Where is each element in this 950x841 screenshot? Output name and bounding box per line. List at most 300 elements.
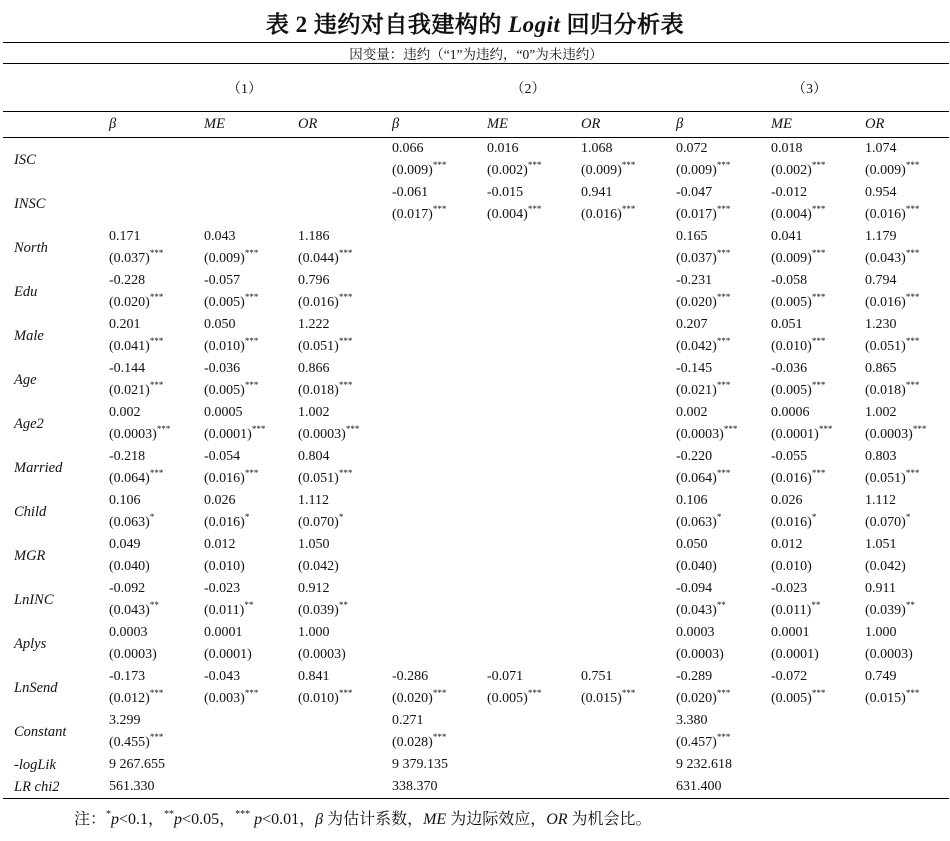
table-cell [575,534,670,578]
standard-error: (0.012)*** [109,688,164,706]
table-cell [859,182,949,226]
coefficient-value [865,710,949,732]
table-cell [386,270,481,314]
table-cell [575,666,670,710]
standard-error: (0.015)*** [581,688,636,706]
coefficient-value: -0.289 [676,669,713,684]
table-cell [103,358,198,402]
table-cell [198,270,292,314]
coefficient-value: 1.112 [298,493,329,508]
title-prefix: 表 2 违约对自我建构的 [265,12,509,37]
table-cell [198,710,292,754]
table-cell [575,710,670,754]
standard-error: (0.042) [865,559,906,574]
coefficient-value: 1.112 [865,493,896,508]
significance-stars: *** [149,468,164,478]
variable-name: LnINC [14,591,54,608]
standard-error: (0.005)*** [771,380,826,398]
coefficient-value [392,490,481,512]
table-cell [103,138,198,183]
standard-error: (0.0003) [109,647,157,662]
coefficient-value [392,314,481,336]
coefficient-value: -0.173 [109,669,146,684]
coefficient-value: 0.0001 [204,625,243,640]
variable-name: LnSend [14,679,58,696]
standard-error: (0.016)* [204,512,250,530]
table-cell [670,534,765,578]
table-cell [292,270,386,314]
coefficient-value [487,490,575,512]
coefficient-value [487,622,575,644]
standard-error: (0.016)*** [581,204,636,222]
table-cell [765,314,859,358]
table-cell [575,138,670,183]
coefficient-value: 0.106 [109,493,141,508]
variable-name: Constant [14,723,67,740]
fit-statistic-value: 631.400 [670,776,949,799]
standard-error [487,556,575,578]
table-row [3,270,949,314]
standard-error [581,556,670,578]
standard-error [487,292,575,314]
table-cell [103,666,198,710]
variable-name: Married [14,459,63,476]
significance-stars: *** [811,292,826,302]
standard-error [392,380,481,402]
significance-stars: *** [811,248,826,258]
fit-statistic-name: -logLik [14,756,56,773]
table-cell [859,138,949,183]
table-cell [481,270,575,314]
dependent-variable-label: 因变量：违约（“1”为违约，“0”为未违约） [3,43,949,64]
table-cell [859,666,949,710]
table-cell [765,490,859,534]
significance-stars: * [905,512,911,522]
standard-error [487,600,575,622]
table-cell [575,402,670,446]
table-row [3,490,949,534]
table-cell [670,446,765,490]
standard-error: (0.005)*** [204,380,259,398]
table-cell [103,490,198,534]
standard-error: (0.039)** [865,600,915,618]
table-cell [765,622,859,666]
variable-name: Edu [14,283,38,300]
standard-error: (0.010)*** [298,688,353,706]
coefficient-value: 1.050 [298,537,330,552]
table-cell [859,402,949,446]
table-row [3,666,949,710]
coefficient-value: -0.055 [771,449,808,464]
significance-stars: * [716,512,722,522]
coefficient-value: 0.066 [392,141,424,156]
table-cell [292,138,386,183]
fit-statistic-value: 9 232.618 [676,757,732,772]
coefficient-value: 1.179 [865,229,897,244]
significance-stars: *** [338,248,353,258]
note-star-2: ** [164,809,175,820]
standard-error [581,380,670,402]
table-cell [765,358,859,402]
significance-stars: *** [251,424,266,434]
table-cell [198,226,292,270]
coefficient-value: 0.171 [109,229,141,244]
table-cell [103,314,198,358]
coefficient-value: 0.749 [865,669,897,684]
standard-error: (0.005)*** [204,292,259,310]
standard-error: (0.003)*** [204,688,259,706]
table-cell [292,226,386,270]
model-header-blank [3,64,103,112]
coefficient-value: 3.380 [676,713,708,728]
note-threshold-3: <0.01， [262,811,316,828]
coefficient-value: 1.230 [865,317,897,332]
coefficient-value: -0.231 [676,273,713,288]
table-cell [103,622,198,666]
stat-header-me: ME [198,112,292,138]
table-cell [859,534,949,578]
coefficient-value [581,534,670,556]
standard-error: (0.009)*** [865,160,920,178]
coefficient-value: 0.051 [771,317,803,332]
table-cell [481,226,575,270]
table-row [3,226,949,270]
table-cell [481,578,575,622]
table-row [3,710,949,754]
standard-error [204,204,292,226]
significance-stars: *** [716,204,731,214]
significance-stars: *** [716,160,731,170]
standard-error: (0.064)*** [109,468,164,486]
table-cell [292,446,386,490]
standard-error [109,160,198,182]
standard-error [487,380,575,402]
significance-stars: *** [905,204,920,214]
significance-stars: *** [716,468,731,478]
note-p-3: p [250,811,263,828]
coefficient-value: 1.002 [298,405,330,420]
table-cell [198,666,292,710]
table-cell [575,622,670,666]
stat-header-or: OR [575,112,670,138]
significance-stars: ** [716,600,726,610]
table-row [3,578,949,622]
table-cell [859,270,949,314]
coefficient-value [581,578,670,600]
coefficient-value [392,446,481,468]
table-cell [386,534,481,578]
standard-error: (0.002)*** [771,160,826,178]
standard-error: (0.0003) [865,647,913,662]
table-cell [859,622,949,666]
stat-header-beta: β [103,112,198,138]
table-cell [765,534,859,578]
table-cell [386,578,481,622]
standard-error: (0.010) [204,559,245,574]
standard-error: (0.039)** [298,600,348,618]
variable-name: ISC [14,151,36,168]
significance-stars: * [338,512,344,522]
standard-error: (0.011)** [771,600,821,618]
coefficient-value: 0.106 [676,493,708,508]
significance-stars: *** [716,248,731,258]
table-cell [386,710,481,754]
coefficient-value: -0.061 [392,185,429,200]
significance-stars: *** [811,688,826,698]
coefficient-value [487,534,575,556]
significance-stars: *** [432,732,447,742]
significance-stars: *** [905,160,920,170]
note-or-desc: 为机会比。 [567,811,652,828]
significance-stars: *** [338,688,353,698]
coefficient-value: 1.002 [865,405,897,420]
coefficient-value: 0.041 [771,229,803,244]
coefficient-value: 0.941 [581,185,613,200]
note-star-1: * [106,809,112,820]
significance-stars: *** [811,336,826,346]
standard-error [392,336,481,358]
coefficient-value [487,226,575,248]
table-cell [386,226,481,270]
standard-error: (0.018)*** [865,380,920,398]
coefficient-value [487,358,575,380]
table-cell [575,270,670,314]
table-cell [481,358,575,402]
coefficient-value: 0.072 [676,141,708,156]
coefficient-value: -0.012 [771,185,808,200]
table-cell [292,666,386,710]
standard-error: (0.0001) [204,647,252,662]
coefficient-value: 1.068 [581,141,613,156]
significance-stars: *** [338,468,353,478]
standard-error: (0.016)*** [865,292,920,310]
significance-stars: ** [149,600,159,610]
stat-header-or: OR [292,112,386,138]
table-cell [292,314,386,358]
table-cell [765,446,859,490]
table-cell [575,314,670,358]
standard-error [392,292,481,314]
table-cell [575,358,670,402]
standard-error: (0.042)*** [676,336,731,354]
coefficient-value: 0.026 [771,493,803,508]
standard-error: (0.043)** [109,600,159,618]
significance-stars: *** [716,732,731,742]
table-cell [859,446,949,490]
stat-header-beta: β [386,112,481,138]
coefficient-value [109,182,198,204]
table-cell [765,402,859,446]
table-cell [198,314,292,358]
note-p-2: p [174,811,183,828]
table-cell [292,402,386,446]
standard-error: (0.040) [676,559,717,574]
table-cell [670,402,765,446]
note-me: ME [423,811,447,828]
table-cell [765,666,859,710]
coefficient-value [581,226,670,248]
coefficient-value: 0.796 [298,273,330,288]
standard-error: (0.040) [109,559,150,574]
significance-stars: *** [149,688,164,698]
significance-stars: *** [149,732,164,742]
significance-stars: *** [338,292,353,302]
significance-stars: *** [149,380,164,390]
standard-error: (0.037)*** [676,248,731,266]
significance-stars: *** [432,160,447,170]
standard-error: (0.009)*** [392,160,447,178]
table-cell [103,534,198,578]
table-cell [670,358,765,402]
standard-error: (0.0003) [298,647,346,662]
coefficient-value [392,622,481,644]
standard-error [392,556,481,578]
standard-error: (0.051)*** [298,336,353,354]
coefficient-value: 1.186 [298,229,330,244]
significance-stars: *** [338,336,353,346]
standard-error: (0.016)*** [204,468,259,486]
coefficient-value: 1.000 [298,625,330,640]
coefficient-value: 0.201 [109,317,141,332]
coefficient-value: -0.071 [487,669,524,684]
standard-error: (0.010) [771,559,812,574]
fit-row [3,776,949,799]
significance-stars: *** [527,160,542,170]
standard-error [487,468,575,490]
standard-error: (0.020)*** [392,688,447,706]
table-cell [103,270,198,314]
standard-error: (0.004)*** [487,204,542,222]
significance-stars: *** [818,424,833,434]
standard-error [392,424,481,446]
coefficient-value [581,270,670,292]
coefficient-value: 0.049 [109,537,141,552]
stat-header-or: OR [859,112,949,138]
table-cell [859,578,949,622]
table-cell [575,226,670,270]
table-cell [575,578,670,622]
significance-stars: * [811,512,817,522]
fit-statistic-value: 9 267.655 [109,757,165,772]
coefficient-value [487,402,575,424]
significance-stars: *** [149,292,164,302]
fit-row [3,754,949,776]
coefficient-value: 3.299 [109,713,141,728]
model-3-header: （3） [792,81,828,97]
table-row [3,314,949,358]
stat-header-blank [3,112,103,138]
standard-error: (0.020)*** [109,292,164,310]
table-cell [481,446,575,490]
note-me-desc: 为边际效应， [446,811,547,828]
table-cell [103,182,198,226]
standard-error [298,160,386,182]
variable-name: Aplys [14,635,47,652]
table-cell [670,226,765,270]
standard-error: (0.0003)*** [676,424,738,442]
significance-stars: *** [723,424,738,434]
significance-stars: *** [905,468,920,478]
note-lead: 注： [74,811,107,828]
table-cell [386,182,481,226]
standard-error: (0.043)*** [865,248,920,266]
coefficient-value: 0.012 [204,537,236,552]
standard-error: (0.021)*** [109,380,164,398]
regression-table [3,42,949,799]
standard-error [581,468,670,490]
significance-stars: *** [345,424,360,434]
table-cell [292,490,386,534]
significance-stars: *** [244,336,259,346]
standard-error [771,732,859,754]
coefficient-value: -0.220 [676,449,713,464]
table-cell [198,402,292,446]
fit-statistic-name: LR chi2 [3,776,103,799]
coefficient-value: 0.0003 [676,625,715,640]
standard-error: (0.009)*** [581,160,636,178]
table-cell [198,138,292,183]
standard-error: (0.009)*** [676,160,731,178]
standard-error: (0.009)*** [204,248,259,266]
standard-error [581,248,670,270]
coefficient-value: -0.072 [771,669,808,684]
standard-error [487,424,575,446]
table-cell [481,534,575,578]
significance-stars: *** [621,160,636,170]
coefficient-value [392,270,481,292]
standard-error: (0.051)*** [298,468,353,486]
table-row [3,534,949,578]
coefficient-value: 0.016 [487,141,519,156]
table-cell [481,402,575,446]
coefficient-value: 0.865 [865,361,897,376]
standard-error [581,424,670,446]
model-header-row [3,64,949,112]
table-cell [386,446,481,490]
table-cell [481,490,575,534]
significance-stars: *** [338,380,353,390]
coefficient-value [487,446,575,468]
significance-stars: * [149,512,155,522]
coefficient-value [581,358,670,380]
coefficient-value [392,358,481,380]
coefficient-value [298,138,386,160]
table-cell [765,710,859,754]
coefficient-value: 0.012 [771,537,803,552]
table-cell [198,182,292,226]
table-cell [198,578,292,622]
coefficient-value: -0.092 [109,581,146,596]
standard-error: (0.041)*** [109,336,164,354]
coefficient-value: -0.023 [771,581,808,596]
coefficient-value: 0.002 [109,405,141,420]
coefficient-value [109,138,198,160]
variable-name: Child [14,503,47,520]
standard-error: (0.0003)*** [865,424,927,442]
coefficient-value: 0.751 [581,669,613,684]
standard-error [487,248,575,270]
standard-error [392,644,481,666]
significance-stars: *** [432,688,447,698]
standard-error: (0.010)*** [204,336,259,354]
table-cell [198,534,292,578]
table-cell [859,358,949,402]
table-cell [481,182,575,226]
table-cell [386,402,481,446]
significance-stars: *** [905,380,920,390]
table-cell [103,402,198,446]
coefficient-value: 0.002 [676,405,708,420]
